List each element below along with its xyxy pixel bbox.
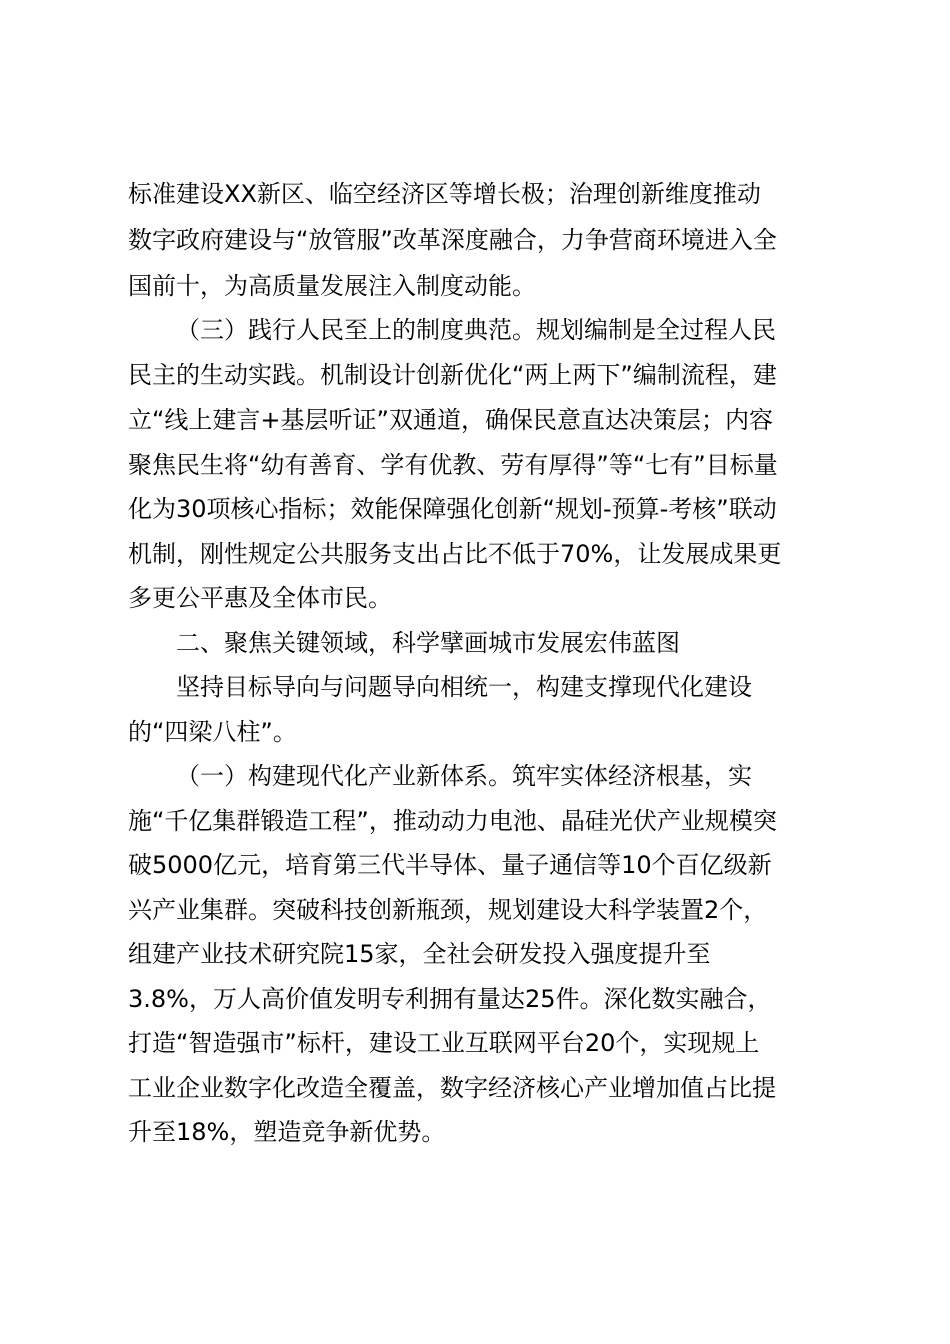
text-line: 聚焦民生将“幼有善育、学有优教、劳有厚得”等“七有”目标量: [128, 451, 778, 479]
text-line: 兴产业集群。突破科技创新瓶颈，规划建设大科学装置2个，: [128, 896, 768, 924]
text-line: 破5000亿元，培育第三代半导体、量子通信等10个百亿级新: [128, 851, 772, 879]
text-line: 机制，刚性规定公共服务支出占比不低于70%，让发展成果更: [128, 540, 782, 568]
text-line: 数字政府建设与“放管服”改革深度融合，力争营商环境进入全: [128, 226, 777, 254]
text-line: 的“四梁八柱”。: [128, 718, 297, 746]
section-heading-3: （三）践行人民至上的制度典范。规划编制是全过程人民: [176, 316, 776, 344]
text-line: 升至18%，塑造竞争新优势。: [128, 1118, 446, 1146]
text-line: 国前十，为高质量发展注入制度动能。: [128, 272, 536, 300]
text-line: 立“线上建言+基层听证”双通道，确保民意直达决策层；内容: [128, 406, 773, 434]
text-line: 施“千亿集群锻造工程”，推动动力电池、晶硅光伏产业规模突: [128, 807, 777, 835]
text-line: 民主的生动实践。机制设计创新优化“两上两下”编制流程，建: [128, 361, 777, 389]
chapter-heading-2: 二、聚焦关键领域，科学擘画城市发展宏伟蓝图: [176, 629, 680, 657]
text-line: 坚持目标导向与问题导向相统一，构建支撑现代化建设: [176, 673, 752, 701]
text-line: 多更公平惠及全体市民。: [128, 584, 392, 612]
text-line: 工业企业数字化改造全覆盖，数字经济核心产业增加值占比提: [128, 1074, 776, 1102]
text-line: 标准建设XX新区、临空经济区等增长极；治理创新维度推动: [128, 180, 761, 208]
text-line: 组建产业技术研究院15家，全社会研发投入强度提升至: [128, 940, 711, 968]
text-line: 打造“智造强市”标杆，建设工业互联网平台20个，实现规上: [128, 1029, 760, 1057]
text-line: 3.8%，万人高价值发明专利拥有量达25件。深化数实融合，: [128, 985, 772, 1013]
text-line: 化为30项核心指标；效能保障强化创新“规划-预算-考核”联动: [128, 495, 777, 523]
section-heading-1: （一）构建现代化产业新体系。筑牢实体经济根基，实: [176, 762, 752, 790]
